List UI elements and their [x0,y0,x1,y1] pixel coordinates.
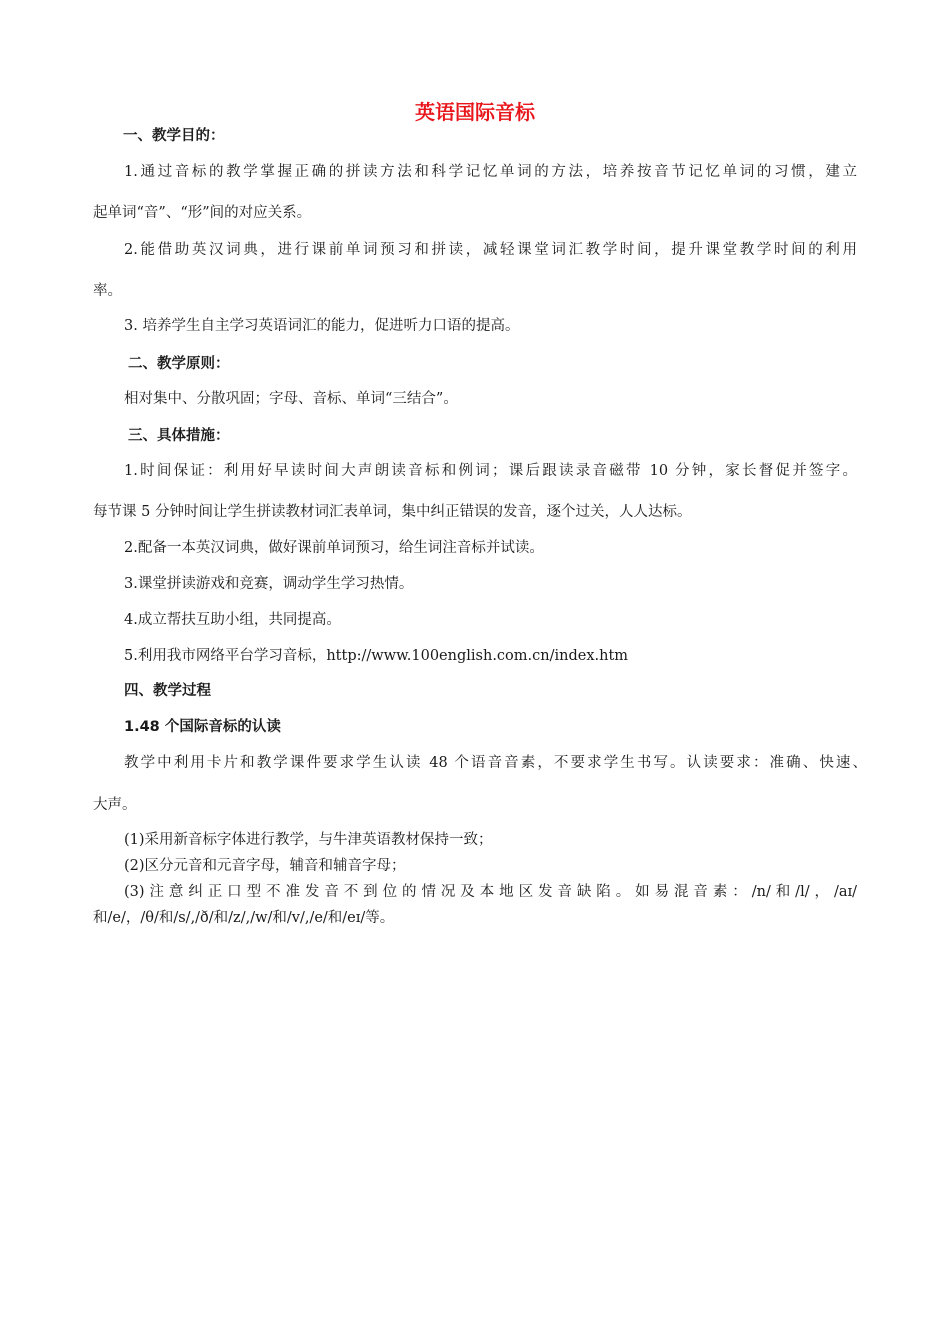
paragraph-line: 每节课 5 分钟时间让学生拼读教材词汇表单词，集中纠正错误的发音，逐个过关，人人达标。 [93,504,692,520]
paragraph-line: 3. 培养学生自主学习英语词汇的能力，促进听力口语的提高。 [124,318,520,334]
paragraph-line: 4.成立帮扶互助小组，共同提高。 [124,612,341,628]
paragraph-line: 起单词“音”、“形”间的对应关系。 [93,205,312,221]
paragraph-line: 教学中利用卡片和教学课件要求学生认读 48 个语音音素，不要求学生书写。认读要求：准确、快速、 [124,755,867,771]
paragraph-line: 相对集中、分散巩固；字母、音标、单词“三结合”。 [124,391,458,407]
section-heading-measures: 三、具体措施： [128,428,230,444]
list-item: (2)区分元音和元音字母，辅音和辅音字母； [124,858,406,874]
document-title: 英语国际音标 [415,100,535,124]
paragraph-line: 1.通过音标的教学掌握正确的拼读方法和科学记忆单词的方法，培养按音节记忆单词的习惯，建立 [124,164,857,180]
paragraph-line: 率。 [93,283,122,299]
paragraph-line: 5.利用我市网络平台学习音标，http://www.100english.com.cn/index.htm [124,648,629,664]
paragraph-line: 1.时间保证：利用好早读时间大声朗读音标和例词；课后跟读录音磁带 10 分钟，家长督促并签字。 [124,463,857,479]
paragraph-line: 3.课堂拼读游戏和竞赛，调动学生学习热情。 [124,576,414,592]
subsection-heading: 1.48 个国际音标的认读 [124,719,281,735]
list-item: 和/e/，/θ/和/s/,/ð/和/z/,/w/和/v/,/e/和/eɪ/等。 [93,910,395,926]
list-item: (1)采用新音标字体进行教学，与牛津英语教材保持一致； [124,832,493,848]
paragraph-line: 2.能借助英汉词典，进行课前单词预习和拼读，减轻课堂词汇教学时间，提升课堂教学时间的利用 [124,242,857,258]
section-heading-principles: 二、教学原则： [128,356,230,372]
section-heading-objectives: 一、教学目的： [123,128,225,144]
paragraph-line: 大声。 [93,797,137,813]
paragraph-line: 2.配备一本英汉词典，做好课前单词预习，给生词注音标并试读。 [124,540,544,556]
list-item: (3)注意纠正口型不准发音不到位的情况及本地区发音缺陷。如易混音素：/n/和/l/，/aɪ/ [124,884,857,900]
section-heading-process: 四、教学过程 [124,683,211,699]
